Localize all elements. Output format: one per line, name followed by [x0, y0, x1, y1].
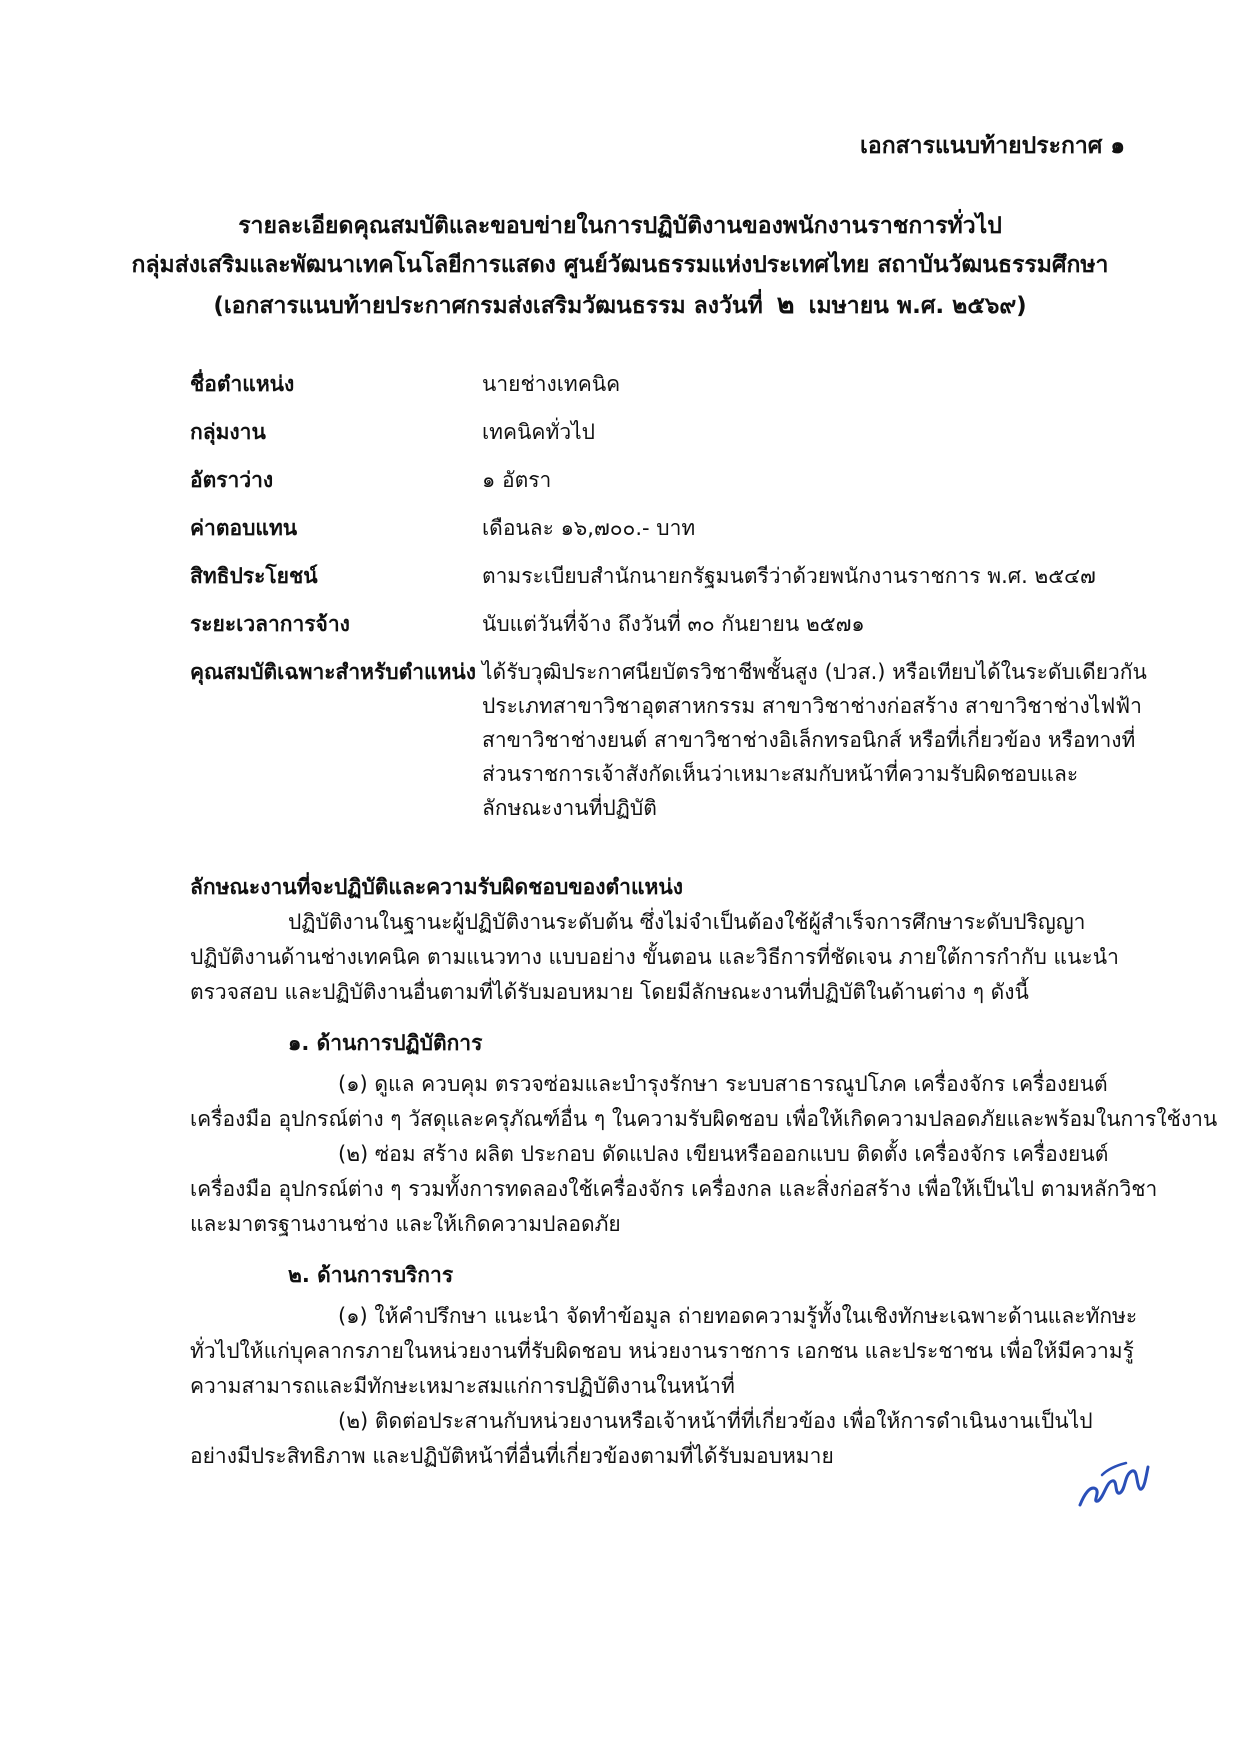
info-label: กลุ่มงาน — [190, 420, 266, 444]
service-item-line: ความสามารถและมีทักษะเหมาะสมแก่การปฏิบัติงานในหน้าที่ — [190, 1374, 735, 1398]
info-value-line: ประเภทสาขาวิชาอุตสาหกรรม สาขาวิชาช่างก่อสร้าง สาขาวิชาช่างไฟฟ้า — [482, 694, 1142, 718]
info-label: คุณสมบัติเฉพาะสำหรับตำแหน่ง — [190, 660, 477, 684]
info-label: ชื่อตำแหน่ง — [190, 372, 295, 396]
duties-intro-line: ปฏิบัติงานในฐานะผู้ปฏิบัติงานระดับต้น ซึ่งไม่จำเป็นต้องใช้ผู้สำเร็จการศึกษาระดับปริญญา — [288, 910, 1086, 934]
service-item-line: (๑) ให้คำปรึกษา แนะนำ จัดทำข้อมูล ถ่ายทอดความรู้ทั้งในเชิงทักษะเฉพาะด้านและทักษะ — [338, 1304, 1138, 1328]
title-line-3-prefix: (เอกสารแนบท้ายประกาศกรมส่งเสริมวัฒนธรรม ลงวันที่ — [213, 293, 763, 319]
info-row-qualifications — [190, 655, 1150, 825]
info-value-line: ลักษณะงานที่ปฏิบัติ — [482, 796, 657, 820]
position-info-table — [190, 367, 1150, 839]
info-value-line: ๑ อัตรา — [482, 468, 552, 492]
duties-heading: ลักษณะงานที่จะปฏิบัติและความรับผิดชอบของตำแหน่ง — [190, 875, 683, 899]
operations-item-line: (๑) ดูแล ควบคุม ตรวจซ่อมและบำรุงรักษา ระบบสาธารณูปโภค เครื่องจักร เครื่องยนต์ — [338, 1072, 1108, 1096]
operations-item-line: และมาตรฐานงานช่าง และให้เกิดความปลอดภัย — [190, 1212, 621, 1236]
info-row-position — [190, 367, 1150, 401]
title-line-1: รายละเอียดคุณสมบัติและขอบข่ายในการปฏิบัติงานของพนักงานราชการทั่วไป — [238, 213, 1002, 239]
operations-item-line: เครื่องมือ อุปกรณ์ต่าง ๆ รวมทั้งการทดลองใช้เครื่องจักร เครื่องกล และสิ่งก่อสร้าง เพื่อให้เป็นไป ตามหลักวิชา — [190, 1177, 1158, 1201]
info-value-line: สาขาวิชาช่างยนต์ สาขาวิชาช่างอิเล็กทรอนิกส์ หรือที่เกี่ยวข้อง หรือทางที่ — [482, 728, 1136, 752]
document-title — [0, 207, 1240, 326]
section-operations-title: ๑. ด้านการปฏิบัติการ — [288, 1031, 483, 1055]
info-row-vacancy — [190, 463, 1150, 497]
duties-section — [190, 870, 1218, 1474]
annex-label: เอกสารแนบท้ายประกาศ ๑ — [860, 133, 1125, 159]
info-row-group — [190, 415, 1150, 449]
info-row-employment-period — [190, 607, 1150, 641]
info-value-line: ได้รับวุฒิประกาศนียบัตรวิชาชีพชั้นสูง (ปวส.) หรือเทียบได้ในระดับเดียวกัน — [482, 660, 1147, 684]
info-value — [482, 607, 1150, 641]
info-label: อัตราว่าง — [190, 468, 274, 492]
info-value — [482, 463, 1150, 497]
duties-intro-line: ปฏิบัติงานด้านช่างเทคนิค ตามแนวทาง แบบอย่าง ขั้นตอน และวิธีการที่ชัดเจน ภายใต้การกำกับ แนะนำ — [190, 945, 1119, 969]
info-label: ระยะเวลาการจ้าง — [190, 612, 350, 636]
info-label: ค่าตอบแทน — [190, 516, 298, 540]
info-value-line: เทคนิคทั่วไป — [482, 420, 595, 444]
info-label: สิทธิประโยชน์ — [190, 564, 318, 588]
operations-item-line: เครื่องมือ อุปกรณ์ต่าง ๆ วัสดุและครุภัณฑ์อื่น ๆ ในความรับผิดชอบ เพื่อให้เกิดความปลอดภัยและพร้อมในการใช้งาน — [190, 1107, 1218, 1131]
info-value — [482, 415, 1150, 449]
section-service-title: ๒. ด้านการบริการ — [288, 1263, 454, 1287]
info-value-line: ตามระเบียบสำนักนายกรัฐมนตรีว่าด้วยพนักงานราชการ พ.ศ. ๒๕๔๗ — [482, 564, 1096, 588]
initials-signature — [1074, 1455, 1154, 1515]
info-row-benefits — [190, 559, 1150, 593]
title-line-3-suffix: เมษายน พ.ศ. ๒๕๖๙) — [808, 293, 1027, 319]
service-item-line: (๒) ติดต่อประสานกับหน่วยงานหรือเจ้าหน้าที่ที่เกี่ยวข้อง เพื่อให้การดำเนินงานเป็นไป — [338, 1409, 1093, 1433]
info-value-line: ส่วนราชการเจ้าสังกัดเห็นว่าเหมาะสมกับหน้าที่ความรับผิดชอบและ — [482, 762, 1079, 786]
operations-item-line: (๒) ซ่อม สร้าง ผลิต ประกอบ ดัดแปลง เขียนหรือออกแบบ ติดตั้ง เครื่องจักร เครื่องยนต์ — [338, 1142, 1109, 1166]
info-value — [482, 655, 1150, 825]
info-value-line: นับแต่วันที่จ้าง ถึงวันที่ ๓๐ กันยายน ๒๕๗๑ — [482, 612, 865, 636]
info-row-salary — [190, 511, 1150, 545]
info-value — [482, 367, 1150, 401]
info-value-line: เดือนละ ๑๖,๗๐๐.- บาท — [482, 516, 696, 540]
service-item-line: อย่างมีประสิทธิภาพ และปฏิบัติหน้าที่อื่นที่เกี่ยวข้องตามที่ได้รับมอบหมาย — [190, 1444, 834, 1468]
info-value — [482, 511, 1150, 545]
info-value — [482, 559, 1150, 593]
duties-intro-line: ตรวจสอบ และปฏิบัติงานอื่นตามที่ได้รับมอบหมาย โดยมีลักษณะงานที่ปฏิบัติในด้านต่าง ๆ ดังนี้ — [190, 980, 1029, 1004]
service-item-line: ทั่วไปให้แก่บุคลากรภายในหน่วยงานที่รับผิดชอบ หน่วยงานราชการ เอกชน และประชาชน เพื่อให้มีความรู้ — [190, 1339, 1134, 1363]
handwritten-day: ๒ — [776, 289, 795, 320]
title-line-3 — [0, 285, 1240, 326]
info-value-line: นายช่างเทคนิค — [482, 372, 621, 396]
title-line-2: กลุ่มส่งเสริมและพัฒนาเทคโนโลยีการแสดง ศูนย์วัฒนธรรมแห่งประเทศไทย สถาบันวัฒนธรรมศึกษา — [131, 252, 1109, 278]
